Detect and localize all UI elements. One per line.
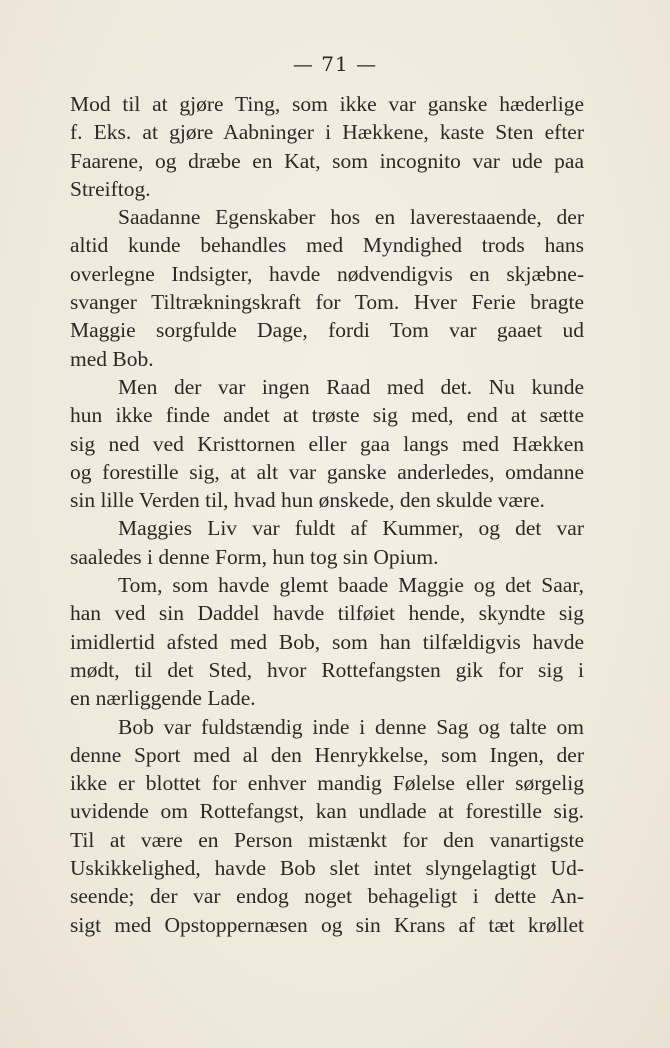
text-line: Men der var ingen Raad med det. Nu kunde (118, 374, 584, 399)
text-line: Maggies Liv var fuldt af Kummer, og det var (118, 516, 584, 541)
text-line: svanger Tiltrækningskraft for Tom. Hver Ferie bragte (70, 290, 584, 315)
text-line: en nærliggende Lade. (70, 686, 256, 711)
text-line: f. Eks. at gjøre Aabninger i Hækkene, kaste Sten efter (70, 120, 584, 145)
text-line: Faarene, og dræbe en Kat, som incognito var ude paa (70, 148, 584, 173)
text-line: Til at være en Person mistænkt for den vanartigste (70, 827, 584, 852)
text-line: Mod til at gjøre Ting, som ikke var ganske hæderlige (70, 92, 584, 116)
text-line: denne Sport med al den Henrykkelse, som Ingen, der (70, 742, 584, 767)
body-text (70, 90, 584, 939)
text-line: Maggie sorgfulde Dage, fordi Tom var gaaet ud (70, 318, 584, 343)
text-line: Saadanne Egenskaber hos en laverestaaende, der (118, 205, 584, 230)
text-line: han ved sin Daddel havde tilføiet hende, skyndte sig (70, 601, 584, 626)
text-line: Bob var fuldstændig inde i denne Sag og talte om (118, 714, 584, 739)
text-line: Tom, som havde glemt baade Maggie og det Saar, (118, 573, 584, 598)
text-line: sigt med Opstoppernæsen og sin Krans af tæt krøllet (70, 912, 584, 937)
text-line: saaledes i denne Form, hun tog sin Opium. (70, 544, 439, 569)
text-line: altid kunde behandles med Myndighed trods hans (70, 233, 584, 258)
text-line: hun ikke finde andet at trøste sig med, end at sætte (70, 403, 584, 428)
text-line: mødt, til det Sted, hvor Rottefangsten gik for sig i (70, 657, 584, 682)
text-line: imidlertid afsted med Bob, som han tilfældigvis havde (70, 629, 584, 654)
text-line: sig ned ved Kristtornen eller gaa langs med Hækken (70, 431, 584, 456)
text-line: Uskikkelighed, havde Bob slet intet slyngelagtigt Ud- (70, 856, 584, 881)
text-line: og forestille sig, at alt var ganske anderledes, omdanne (70, 459, 584, 484)
text-line: ikke er blottet for enhver mandig Følelse eller sørgelig (70, 771, 584, 796)
text-line: Streiftog. (70, 176, 151, 201)
page-number: — 71 — (292, 52, 378, 76)
text-line: med Bob. (70, 346, 154, 371)
text-line: seende; der var endog noget behageligt i dette An- (70, 884, 584, 909)
text-line: uvidende om Rottefangst, kan undlade at forestille sig. (70, 799, 584, 824)
text-line: overlegne Indsigter, havde nødvendigvis en skjæbne- (70, 261, 584, 286)
text-line: sin lille Verden til, hvad hun ønskede, den skulde være. (70, 488, 545, 513)
